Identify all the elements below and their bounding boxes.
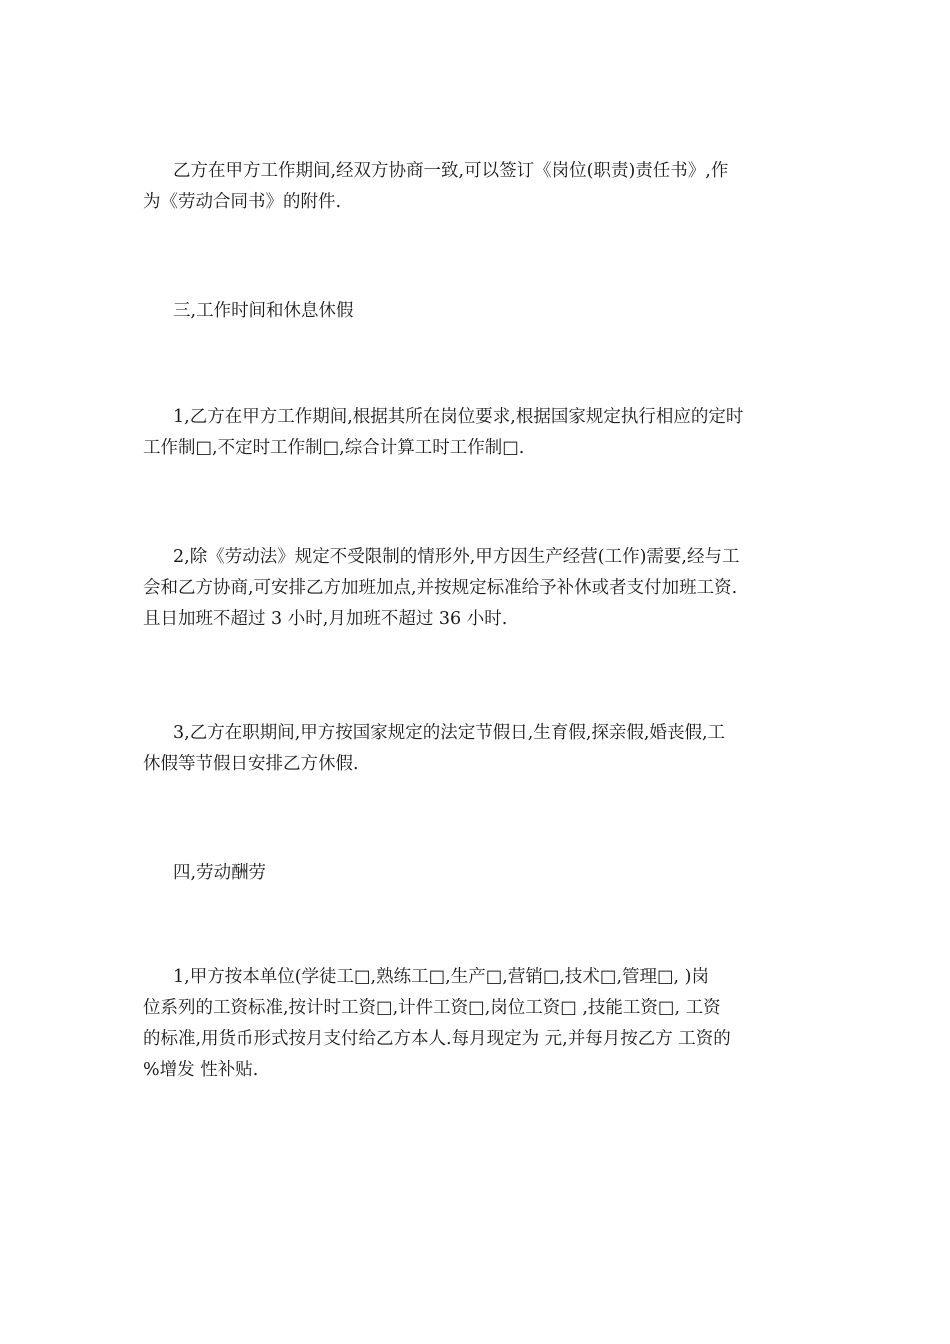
paragraph-position-responsibility xyxy=(143,156,811,218)
paragraph-work-hour-system xyxy=(143,402,811,464)
heading-text: 四,劳动酬劳 xyxy=(173,863,267,883)
text-line: 且日加班不超过 3 小时,月加班不超过 36 小时. xyxy=(143,609,508,629)
text-line: 2,除《劳动法》规定不受限制的情形外,甲方因生产经营(工作)需要,经与工 xyxy=(173,547,740,567)
text-line: 工作制□,不定时工作制□,综合计算工时工作制□. xyxy=(143,438,525,458)
text-line: 1,乙方在甲方工作期间,根据其所在岗位要求,根据国家规定执行相应的定时 xyxy=(173,407,744,427)
text-line: 为《劳动合同书》的附件. xyxy=(143,192,342,212)
section-heading-remuneration xyxy=(143,858,811,889)
text-line: 3,乙方在职期间,甲方按国家规定的法定节假日,生育假,探亲假,婚丧假,工 xyxy=(173,723,726,743)
text-line: 会和乙方协商,可安排乙方加班加点,并按规定标准给予补休或者支付加班工资. xyxy=(143,578,738,598)
paragraph-holidays xyxy=(143,718,811,780)
paragraph-wage-standard xyxy=(143,962,811,1086)
section-heading-working-hours xyxy=(143,296,811,327)
paragraph-overtime xyxy=(143,542,811,635)
heading-text: 三,工作时间和休息休假 xyxy=(173,301,354,321)
text-line: 休假等节假日安排乙方休假. xyxy=(143,754,359,774)
text-line: 1,甲方按本单位(学徒工□,熟练工□,生产□,营销□,技术□,管理□, )岗 xyxy=(173,967,709,987)
text-line: 位系列的工资标准,按计时工资□,计件工资□,岗位工资□ ,技能工资□, 工资 xyxy=(143,998,721,1018)
text-line: %增发 性补贴. xyxy=(143,1060,259,1080)
text-line: 的标准,用货币形式按月支付给乙方本人.每月现定为 元,并每月按乙方 工资的 xyxy=(143,1029,731,1049)
text-line: 乙方在甲方工作期间,经双方协商一致,可以签订《岗位(职责)责任书》,作 xyxy=(173,161,729,181)
